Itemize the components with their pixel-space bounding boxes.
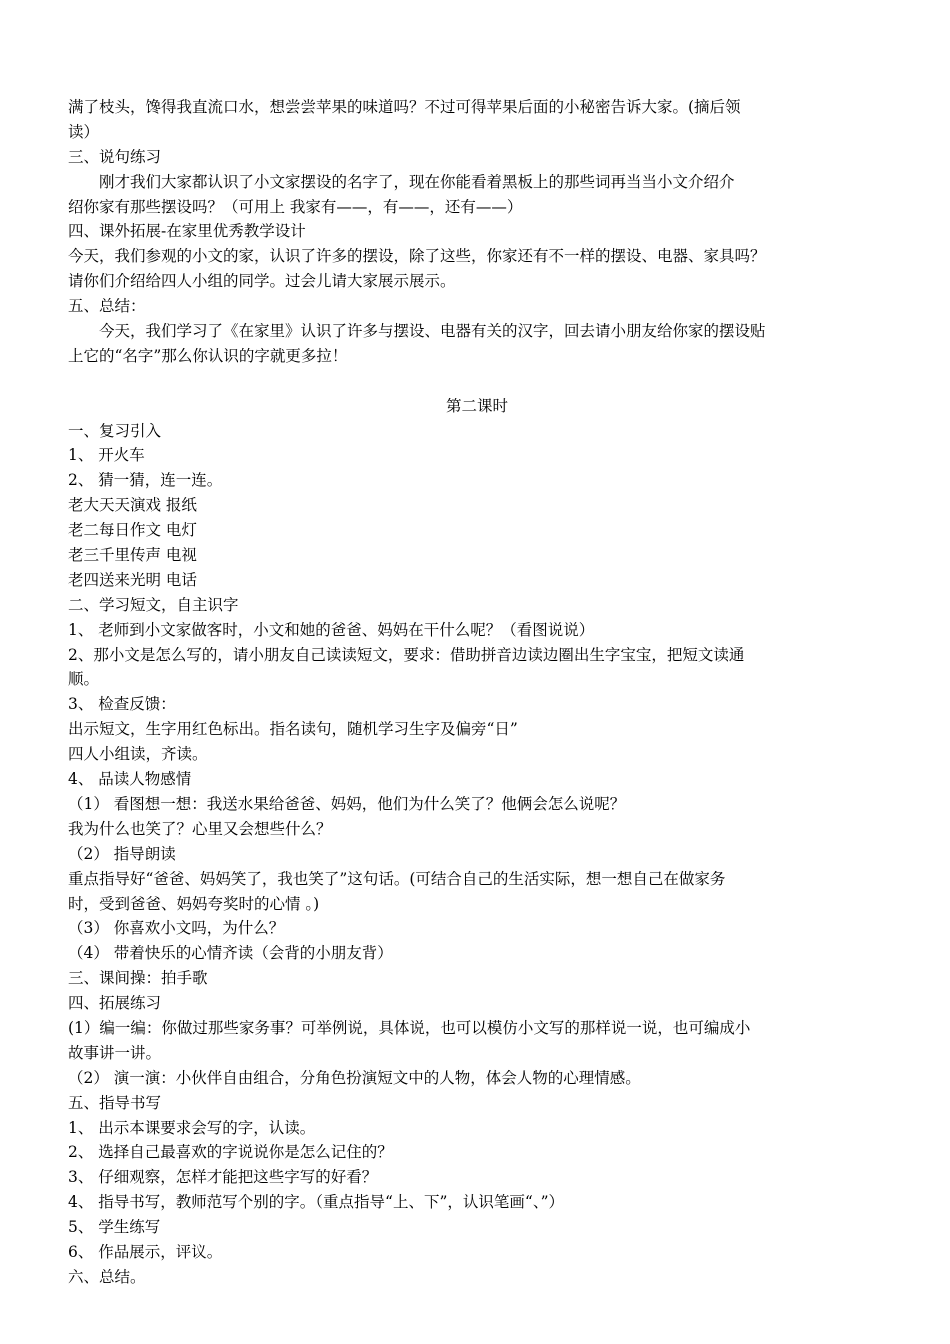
list-item: 3、 仔细观察，怎样才能把这些字写的好看？ [68, 1168, 378, 1187]
list-item: 5、 学生练写 [68, 1218, 161, 1237]
riddle-line: 老大天天演戏 报纸 [68, 496, 197, 515]
section-heading: 二、学习短文，自主识字 [68, 595, 239, 614]
list-item: 1、 开火车 [68, 446, 145, 465]
section-heading: 四、拓展练习 [68, 994, 162, 1013]
sub-item: （3） 你喜欢小文吗，为什么？ [68, 919, 285, 938]
list-item: 3、 检查反馈： [68, 695, 176, 714]
sub-item: (1）编一编：你做过那些家务事？可举例说，具体说，也可以模仿小文写的那样说一说，也可编成小 [68, 1018, 751, 1037]
text-line: 今天，我们参观的小文的家，认识了许多的摆设，除了这些，你家还有不一样的摆设、电器、家具吗？ [68, 247, 766, 266]
section-heading: 六、总结。 [68, 1267, 146, 1286]
paragraph-line: 刚才我们大家都认识了小文家摆设的名字了，现在你能看着黑板上的那些词再当当小文介绍介 [99, 172, 735, 191]
list-item: 4、 指导书写，教师范写个别的字。（重点指导“上、下”，认识笔画“、”） [68, 1193, 564, 1212]
list-item: 1、 老师到小文家做客时，小文和她的爸爸、妈妈在干什么呢？（看图说说） [68, 620, 595, 639]
sub-item: （4） 带着快乐的心情齐读（会背的小朋友背） [68, 944, 393, 963]
text-line: 绍你家有那些摆设吗？（可用上 我家有——，有——，还有——） [68, 197, 523, 216]
sub-item: （1） 看图想一想：我送水果给爸爸、妈妈，他们为什么笑了？他俩会怎么说呢？ [68, 794, 626, 813]
text-line: 时，受到爸爸、妈妈夸奖时的心情 。) [68, 894, 320, 913]
list-item: 2、 选择自己最喜欢的字说说你是怎么记住的？ [68, 1143, 393, 1162]
sub-item: （2） 指导朗读 [68, 844, 176, 863]
blank-line [68, 369, 886, 394]
list-item: 2、 猜一猜，连一连。 [68, 471, 223, 490]
paragraph-line: 今天，我们学习了《在家里》认识了许多与摆设、电器有关的汉字，回去请小朋友给你家的摆设贴 [99, 322, 766, 341]
list-item: 1、 出示本课要求会写的字，认读。 [68, 1118, 316, 1137]
text-line: 四人小组读，齐读。 [68, 745, 208, 764]
lesson-title: 第二课时 [445, 396, 508, 415]
text-line: 出示短文，生字用红色标出。指名读句，随机学习生字及偏旁“日” [68, 720, 518, 739]
section-heading: 四、课外拓展-在家里优秀教学设计 [68, 222, 306, 241]
text-line: 满了枝头，馋得我直流口水，想尝尝苹果的味道吗？不过可得苹果后面的小秘密告诉大家。(摘后领 [68, 98, 741, 116]
text-line: 重点指导好“爸爸、妈妈笑了，我也笑了”这句话。(可结合自己的生活实际，想一想自己在做家务 [68, 869, 726, 888]
text-line: 读） [68, 122, 100, 141]
riddle-line: 老二每日作文 电灯 [68, 521, 197, 540]
text-line: 我为什么也笑了？心里又会想些什么？ [68, 819, 332, 838]
section-heading: 五、指导书写 [68, 1093, 162, 1112]
sub-item: （2） 演一演：小伙伴自由组合，分角色扮演短文中的人物，体会人物的心理情感。 [68, 1068, 641, 1087]
section-heading: 一、复习引入 [68, 421, 162, 440]
text-line: 顺。 [68, 670, 100, 689]
list-item: 4、 品读人物感情 [68, 770, 192, 789]
riddle-line: 老四送来光明 电话 [68, 570, 197, 589]
text-line: 上它的“名字”那么你认识的字就更多拉！ [68, 346, 348, 365]
section-heading: 三、课间操：拍手歌 [68, 969, 208, 988]
text-line: 请你们介绍给四人小组的同学。过会儿请大家展示展示。 [68, 272, 456, 291]
text-line: 故事讲一讲。 [68, 1043, 162, 1062]
list-item: 2、那小文是怎么写的，请小朋友自己读读短文，要求：借助拼音边读边圈出生字宝宝，把短文读通 [68, 645, 745, 664]
list-item: 6、 作品展示，评议。 [68, 1242, 223, 1261]
riddle-line: 老三千里传声 电视 [68, 546, 197, 565]
section-heading: 三、说句练习 [68, 147, 162, 166]
section-heading: 五、总结： [68, 297, 146, 316]
